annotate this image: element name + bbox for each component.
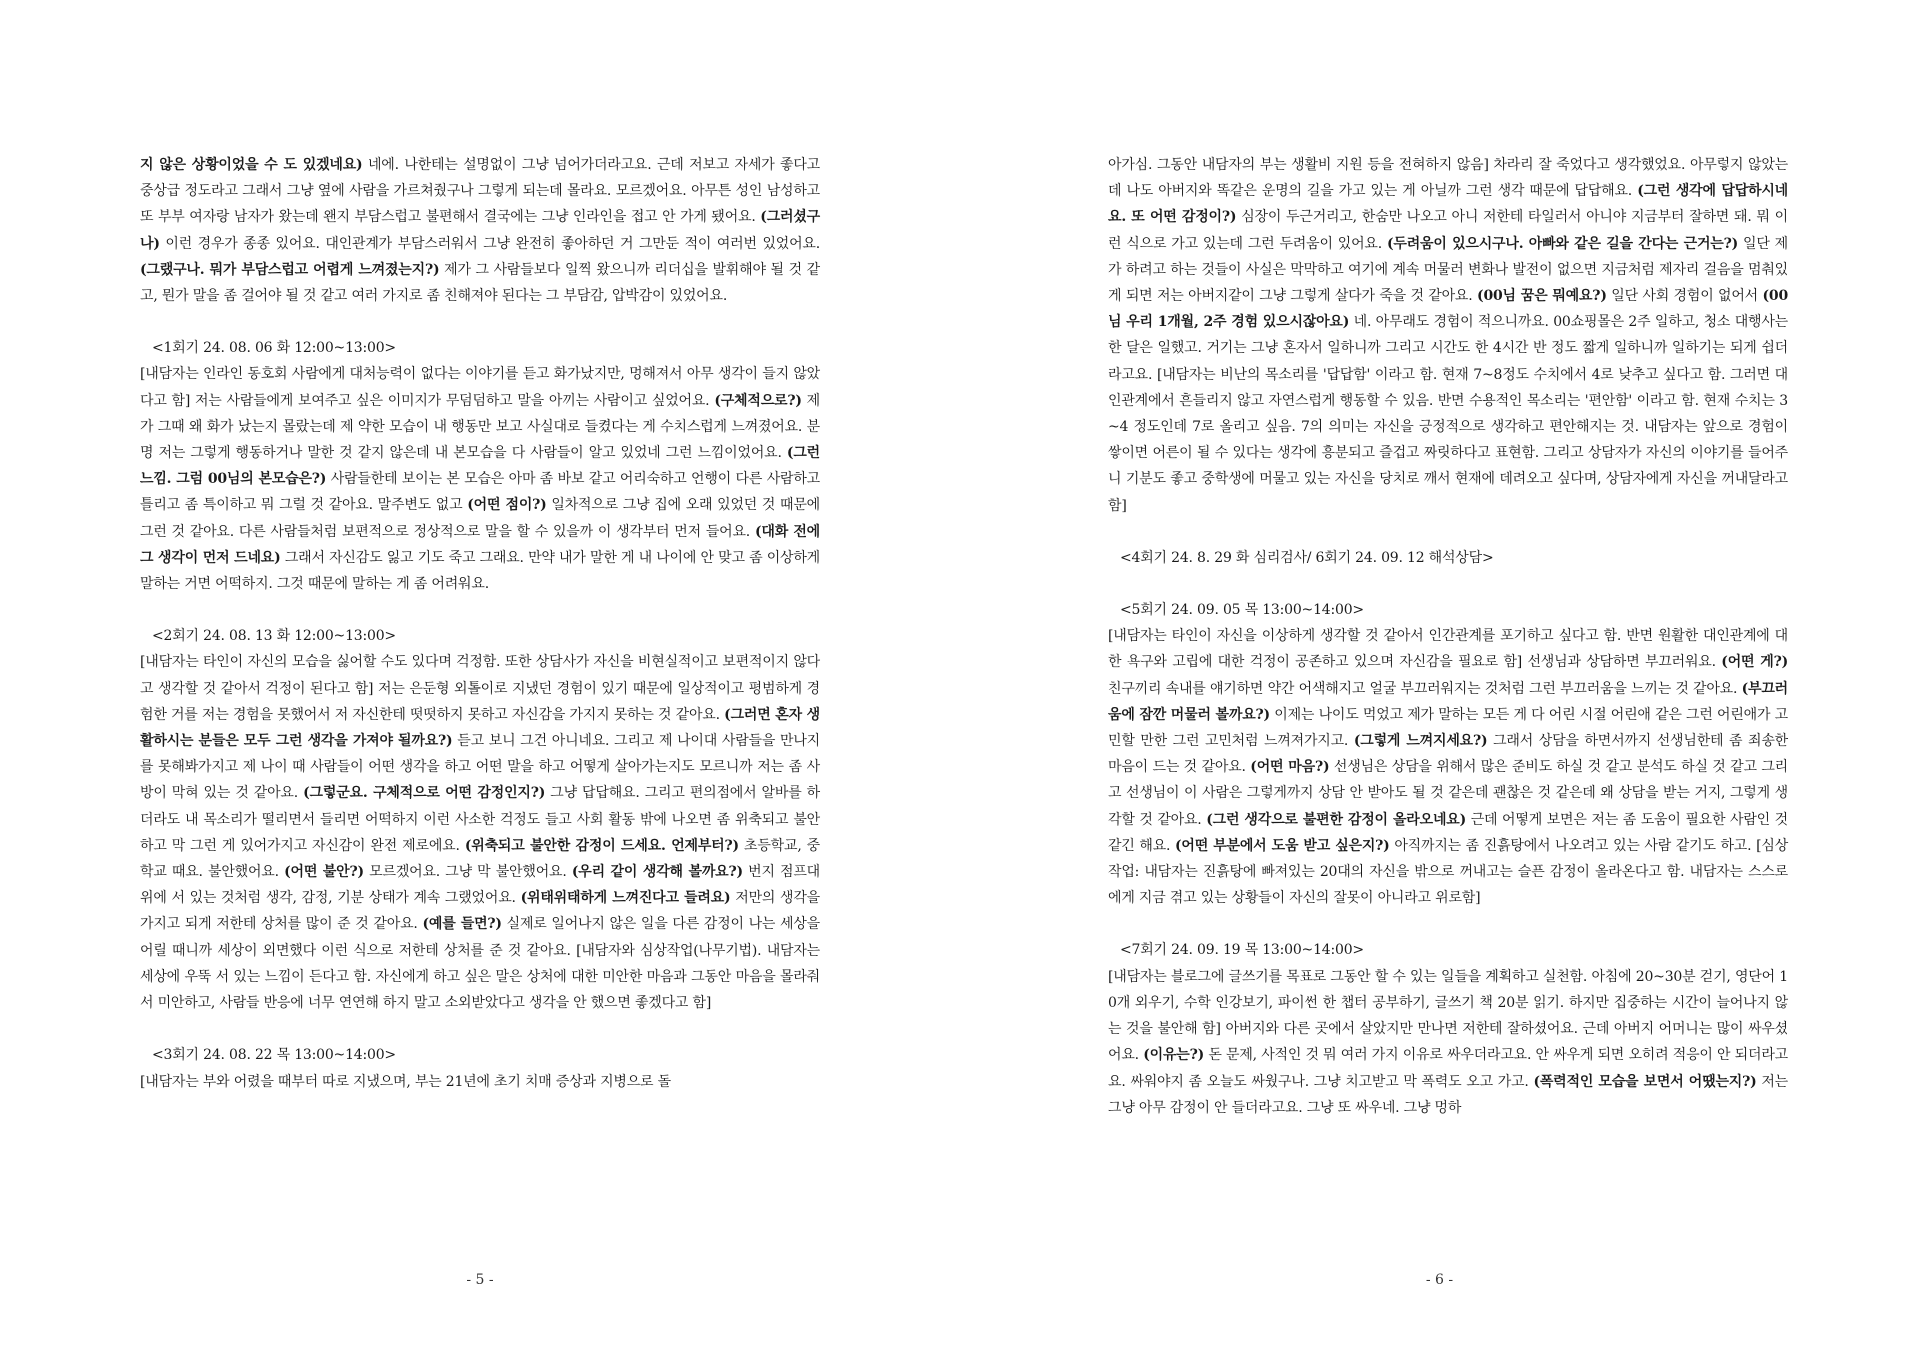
session-heading: <2회기 24. 08. 13 화 12:00~13:00> [152,628,396,645]
paragraph-spacer [1108,911,1788,937]
session-heading: <5회기 24. 09. 05 목 13:00~14:00> [1120,602,1364,619]
body-paragraph: [내담자는 블로그에 글쓰기를 목표로 그동안 할 수 있는 일들을 계획하고 실천함. 아침에 20~30분 걷기, 영단어 10개 외우기, 수학 인강보기, 파이썬 한 챕터 공부하기, 글쓰기 책 20분 읽기. 하지만 집중하는 시간이 늘어나지 않는 것을 불안해 함] 아버지와 다른 곳에서 살았지만 만나면 저한테 잘하셨어요. 근데 아버지 어머니는 많이 싸우셨어요. (이유는?) 돈 문제, 사적인 것 뭐 여러 가지 이유로 싸우더라고요. 안 싸우게 되면 오히려 적응이 안 되더라고요. 싸워야지 좀 오늘도 싸웠구나. 그냥 치고받고 막 폭력도 오고 가고. (폭력적인 모습을 보면서 어땠는지?) 저는 그냥 아무 감정이 안 들더라고요. 그냥 또 싸우네. 그냥 멍하 [1108,968,1788,1116]
page-6 [960,0,1919,1358]
paragraph-spacer [1108,519,1788,545]
page-5-text [140,152,820,1095]
body-paragraph: [내담자는 타인이 자신을 이상하게 생각할 것 같아서 인간관계를 포기하고 싶다고 함. 반면 원활한 대인관계에 대한 욕구와 고립에 대한 걱정이 공존하고 있으며 자신감을 필요로 함] 선생님과 상담하면 부끄러워요. (어떤 게?) 친구끼리 속내를 얘기하면 약간 어색해지고 얼굴 부끄러워지는 것처럼 그런 부끄러움을 느끼는 것 같아요. (부끄러움에 잠깐 머물러 볼까요?) 이제는 나이도 먹었고 제가 말하는 모든 게 다 어린 시절 어린애 같은 그런 어린애가 고민할 만한 그런 고민처럼 느껴져가지고. (그렇게 느껴지세요?) 그래서 상담을 하면서까지 선생님한테 좀 죄송한 마음이 드는 것 같아요. (어떤 마음?) 선생님은 상담을 위해서 많은 준비도 하실 것 같고 분석도 하실 것 같고 그리고 선생님이 이 사람은 그렇게까지 상담 안 받아도 될 것 같은데 괜찮은 것 같은데 왜 상담을 받는 거지, 그렇게 생각할 것 같아요. (그런 생각으로 불편한 감정이 올라오네요) 근데 어떻게 보면은 저는 좀 도움이 필요한 사람인 것 같긴 해요. (어떤 부분에서 도움 받고 싶은지?) 아직까지는 좀 진흙탕에서 나오려고 있는 사람 같기도 하고. [심상작업: 내담자는 진흙탕에 빠져있는 20대의 자신을 밖으로 꺼내고는 슬픈 감정이 올라온다고 함. 내담자는 스스로에게 지금 겪고 있는 상황들이 자신의 잘못이 아니라고 위로함] [1108,628,1789,907]
paragraph-spacer [1108,571,1788,597]
session-heading: <3회기 24. 08. 22 목 13:00~14:00> [152,1047,396,1064]
body-paragraph: 아가심. 그동안 내담자의 부는 생활비 지원 등을 전혀하지 않음] 차라리 잘 죽었다고 생각했었요. 아무렇지 않았는데 나도 아버지와 똑같은 운명의 길을 가고 있는 게 아닐까 그런 생각 때문에 답답해요. (그런 생각에 답답하시네요. 또 어떤 감정이?) 심장이 두근거리고, 한숨만 나오고 아니 저한테 타일러서 아니야 지금부터 잘하면 돼. 뭐 이런 식으로 가고 있는데 그런 두려움이 있어요. (두려움이 있으시구나. 아빠와 같은 길을 간다는 근거는?) 일단 제가 하려고 하는 것들이 사실은 막막하고 여기에 계속 머물러 변화나 발전이 없으면 지금처럼 제자리 걸음을 멈춰있게 되면 저는 아버지같이 그냥 그렇게 살다가 죽을 것 같아요. (00님 꿈은 뭐예요?) 일단 사회 경험이 없어서 (00님 우리 1개월, 2주 경험 있으시잖아요) 네. 아무래도 경험이 적으니까요. 00쇼핑몰은 2주 일하고, 청소 대행사는 한 달은 일했고. 거기는 그냥 혼자서 일하니까 그리고 시간도 한 4시간 반 정도 짧게 일하니까 일하기는 되게 쉽더라고요. [내담자는 비난의 목소리를 '답답함' 이라고 함. 현재 7~8정도 수치에서 4로 낮추고 싶다고 함. 그러면 대인관계에서 흔들리지 않고 자연스럽게 행동할 수 있음. 반면 수용적인 목소리는 '편안함' 이라고 함. 현재 수치는 3~4 정도인데 7로 올리고 싶음. 7의 의미는 자신을 긍정적으로 생각하고 편안해지는 것. 내담자는 앞으로 경험이 쌓이면 어른이 될 수 있다는 생각에 흥분되고 즐겁고 짜릿하다고 표현함. 그리고 상담자가 자신의 이야기를 들어주니 기분도 좋고 중학생에 머물고 있는 자신을 당치로 깨서 현재에 데려오고 싶다며, 상담자에게 자신을 꺼내달라고 함] [1108,157,1788,514]
session-heading: <1회기 24. 08. 06 화 12:00~13:00> [152,340,396,357]
body-paragraph: 지 않은 상황이었을 수 도 있겠네요) 네에. 나한테는 설명없이 그냥 넘어가더라고요. 근데 저보고 자세가 좋다고 중상급 정도라고 그래서 그냥 옆에 사람을 가르쳐줬구나 그렇게 되는데 몰라요. 모르겠어요. 아무튼 성인 남성하고 또 부부 여자랑 남자가 왔는데 왠지 부담스럽고 불편해서 결국에는 그냥 인라인을 접고 안 가게 됐어요. (그러셨구나) 이런 경우가 종종 있어요. 대인관계가 부담스러워서 그냥 완전히 좋아하던 거 그만둔 적이 여러번 있었어요. (그랬구나. 뭐가 부담스럽고 어렵게 느껴졌는지?) 제가 그 사람들보다 일찍 왔으니까 리더십을 발휘해야 될 것 같고, 뭔가 말을 좀 걸어야 될 것 같고 여러 가지로 좀 친해져야 된다는 그 부담감, 압박감이 있었어요. [140,157,820,305]
page-number: - 6 - [1425,1272,1454,1288]
body-paragraph: [내담자는 타인이 자신의 모습을 싫어할 수도 있다며 걱정함. 또한 상담사가 자신을 비현실적이고 보편적이지 않다고 생각할 것 같아서 걱정이 된다고 함] 저는 은둔형 외톨이로 지냈던 경험이 있기 때문에 일상적이고 평범하게 경험한 거를 저는 경험을 못했어서 저 자신한테 떳떳하지 못하고 자신감을 가지지 못하는 것 같아요. (그러면 혼자 생활하시는 분들은 모두 그런 생각을 가져야 될까요?) 듣고 보니 그건 아니네요. 그리고 제 나이대 사람들을 만나지를 못해봐가지고 제 나이 때 사람들이 어떤 생각을 하고 어떤 말을 하고 어떻게 살아가는지도 모르니까 저는 좀 사방이 막혀 있는 것 같아요. (그렇군요. 구체적으로 어떤 감정인지?) 그냥 답답해요. 그리고 편의점에서 알바를 하더라도 내 목소리가 떨리면서 들리면 어떡하지 이런 사소한 걱정도 들고 사회 활동 밖에 나오면 좀 위축되고 불안하고 막 그런 게 있어가지고 자신감이 완전 제로에요. (위축되고 불안한 감정이 드세요. 언제부터?) 초등학교, 중학교 때요. 불안했어요. (어떤 불안?) 모르겠어요. 그냥 막 불안했어요. (우리 같이 생각해 볼까요?) 번지 점프대 위에 서 있는 것처럼 생각, 감정, 기분 상태가 계속 그랬었어요. (위태위태하게 느껴진다고 들려요) 저만의 생각을 가지고 되게 저한테 상처를 많이 준 것 같아요. (예를 들면?) 실제로 일어나지 않은 일을 다른 감정이 나는 세상을 어릴 때니까 세상이 외면했다 이런 식으로 저한테 상처를 준 것 같아요. [내담자와 심상작업(나무기법). 내담자는 세상에 우뚝 서 있는 느낌이 든다고 함. 자신에게 하고 싶은 말은 상처에 대한 미안한 마음과 그동안 마음을 몰라줘서 미안하고, 사람들 반응에 너무 연연해 하지 말고 소외받았다고 생각을 안 했으면 좋겠다고 함] [140,654,821,1012]
paragraph-spacer [140,309,820,335]
session-heading: <4회기 24. 8. 29 화 심리검사/ 6회기 24. 09. 12 해석상담> [1120,549,1494,566]
page-number: - 5 - [466,1272,494,1288]
paragraph-spacer [140,1016,820,1042]
body-paragraph: [내담자는 부와 어렸을 때부터 따로 지냈으며, 부는 21년에 초기 치매 증상과 지병으로 돌 [140,1073,671,1090]
body-paragraph: [내담자는 인라인 동호회 사람에게 대처능력이 없다는 이야기를 듣고 화가났지만, 멍해져서 아무 생각이 들지 않았다고 함] 저는 사람들에게 보여주고 싶은 이미지가 무덤덤하고 말을 아끼는 사람이고 싶었어요. (구체적으로?) 제가 그때 왜 화가 났는지 몰랐는데 제 약한 모습이 내 행동만 보고 사실대로 들켰다는 게 수치스럽게 느껴졌어요. 분명 저는 그렇게 행동하거나 말한 것 같지 않은데 내 본모습을 다 사람들이 알고 있었네 그런 느낌이었어요. (그런 느낌. 그럼 00님의 본모습은?) 사람들한테 보이는 본 모습은 아마 좀 바보 같고 어리숙하고 언행이 다른 사람하고 틀리고 좀 특이하고 뭐 그럴 것 같아요. 말주변도 없고 (어떤 점이?) 일차적으로 그냥 집에 오래 있었던 것 때문에 그런 것 같아요. 다른 사람들처럼 보편적으로 정상적으로 말을 할 수 있을까 이 생각부터 먼저 들어요. (대화 전에 그 생각이 먼저 드네요) 그래서 자신감도 잃고 기도 죽고 그래요. 만약 내가 말한 게 내 나이에 안 맞고 좀 이상하게 말하는 거면 어떡하지. 그것 때문에 말하는 게 좀 어려워요. [140,366,820,593]
paragraph-spacer [140,597,820,623]
session-heading: <7회기 24. 09. 19 목 13:00~14:00> [1120,942,1364,959]
page-6-text [1108,152,1788,1121]
